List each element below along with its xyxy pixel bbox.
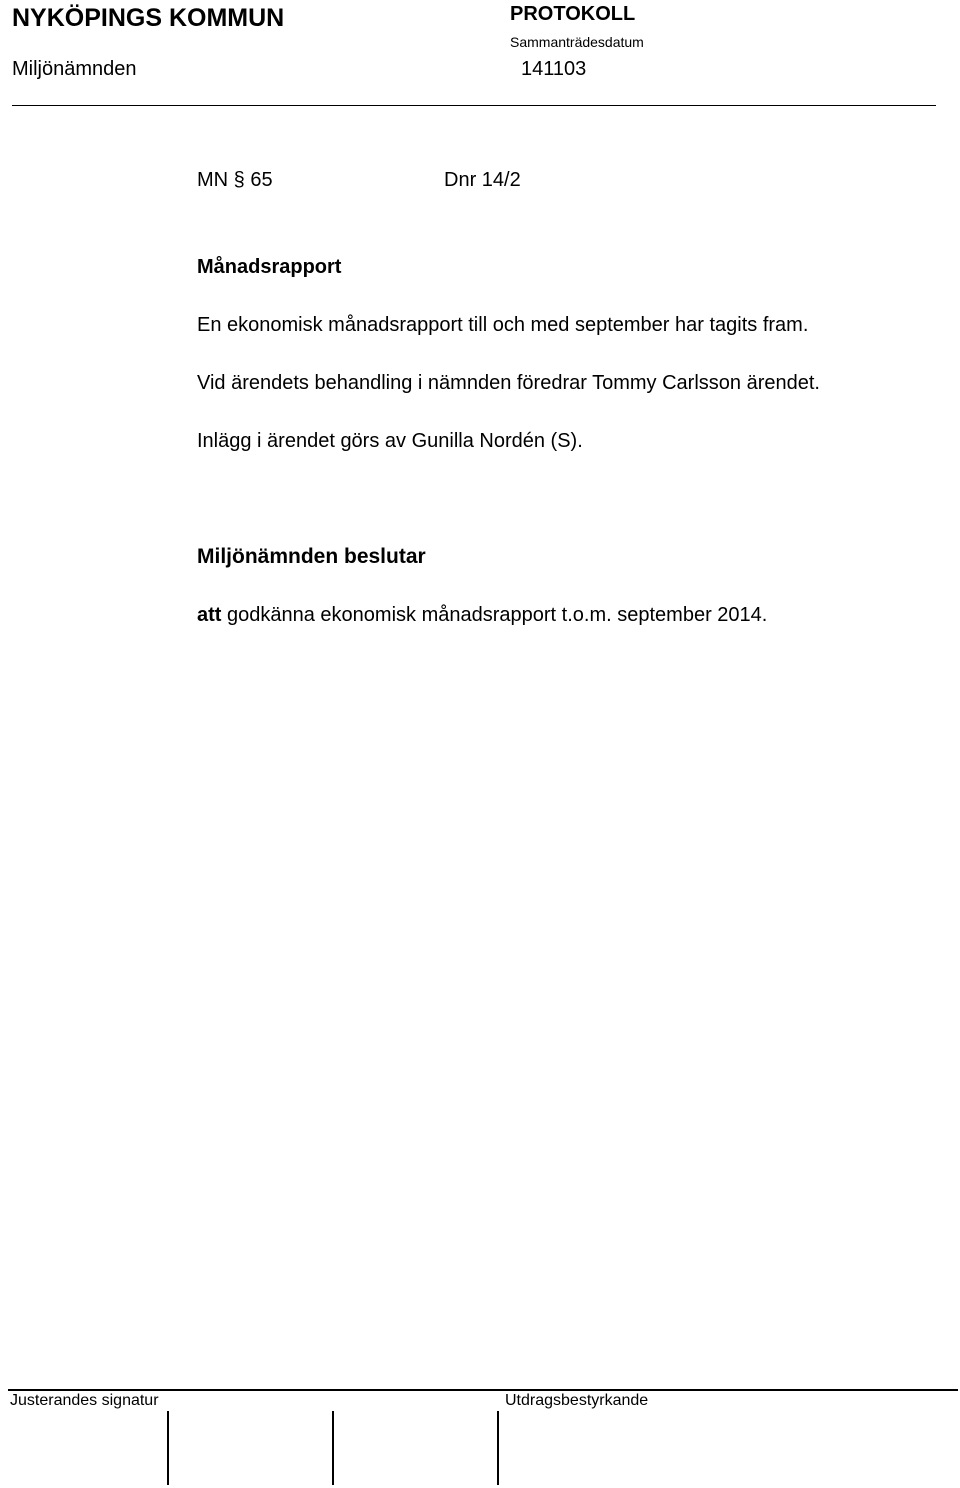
signature-box-divider [167, 1411, 169, 1485]
body-paragraph: Vid ärendets behandling i nämnden föredrar Tommy Carlsson ärendet. [197, 372, 820, 394]
signature-box-divider [332, 1411, 334, 1485]
item-heading: Månadsrapport [197, 256, 342, 278]
certification-label: Utdragsbestyrkande [505, 1392, 649, 1409]
body-paragraph: En ekonomisk månadsrapport till och med september har tagits fram. [197, 314, 809, 336]
paragraph-number: MN § 65 [197, 169, 273, 191]
decision-line [197, 604, 767, 627]
meeting-date-label: Sammanträdesdatum [510, 34, 644, 50]
decision-keyword: att [197, 604, 222, 626]
decision-text: godkänna ekonomisk månadsrapport t.o.m. september 2014. [227, 604, 768, 626]
committee-name: Miljönämnden [12, 58, 137, 80]
meeting-date: 141103 [521, 58, 587, 80]
document-type: PROTOKOLL [510, 3, 636, 25]
organization-name: NYKÖPINGS KOMMUN [12, 4, 285, 32]
header-divider [12, 105, 936, 106]
signature-box-divider [497, 1411, 499, 1485]
signature-label: Justerandes signatur [10, 1392, 159, 1409]
footer-divider [8, 1389, 958, 1391]
decision-heading: Miljönämnden beslutar [197, 545, 426, 568]
body-paragraph: Inlägg i ärendet görs av Gunilla Nordén (S). [197, 430, 583, 452]
case-number: Dnr 14/2 [444, 169, 521, 191]
